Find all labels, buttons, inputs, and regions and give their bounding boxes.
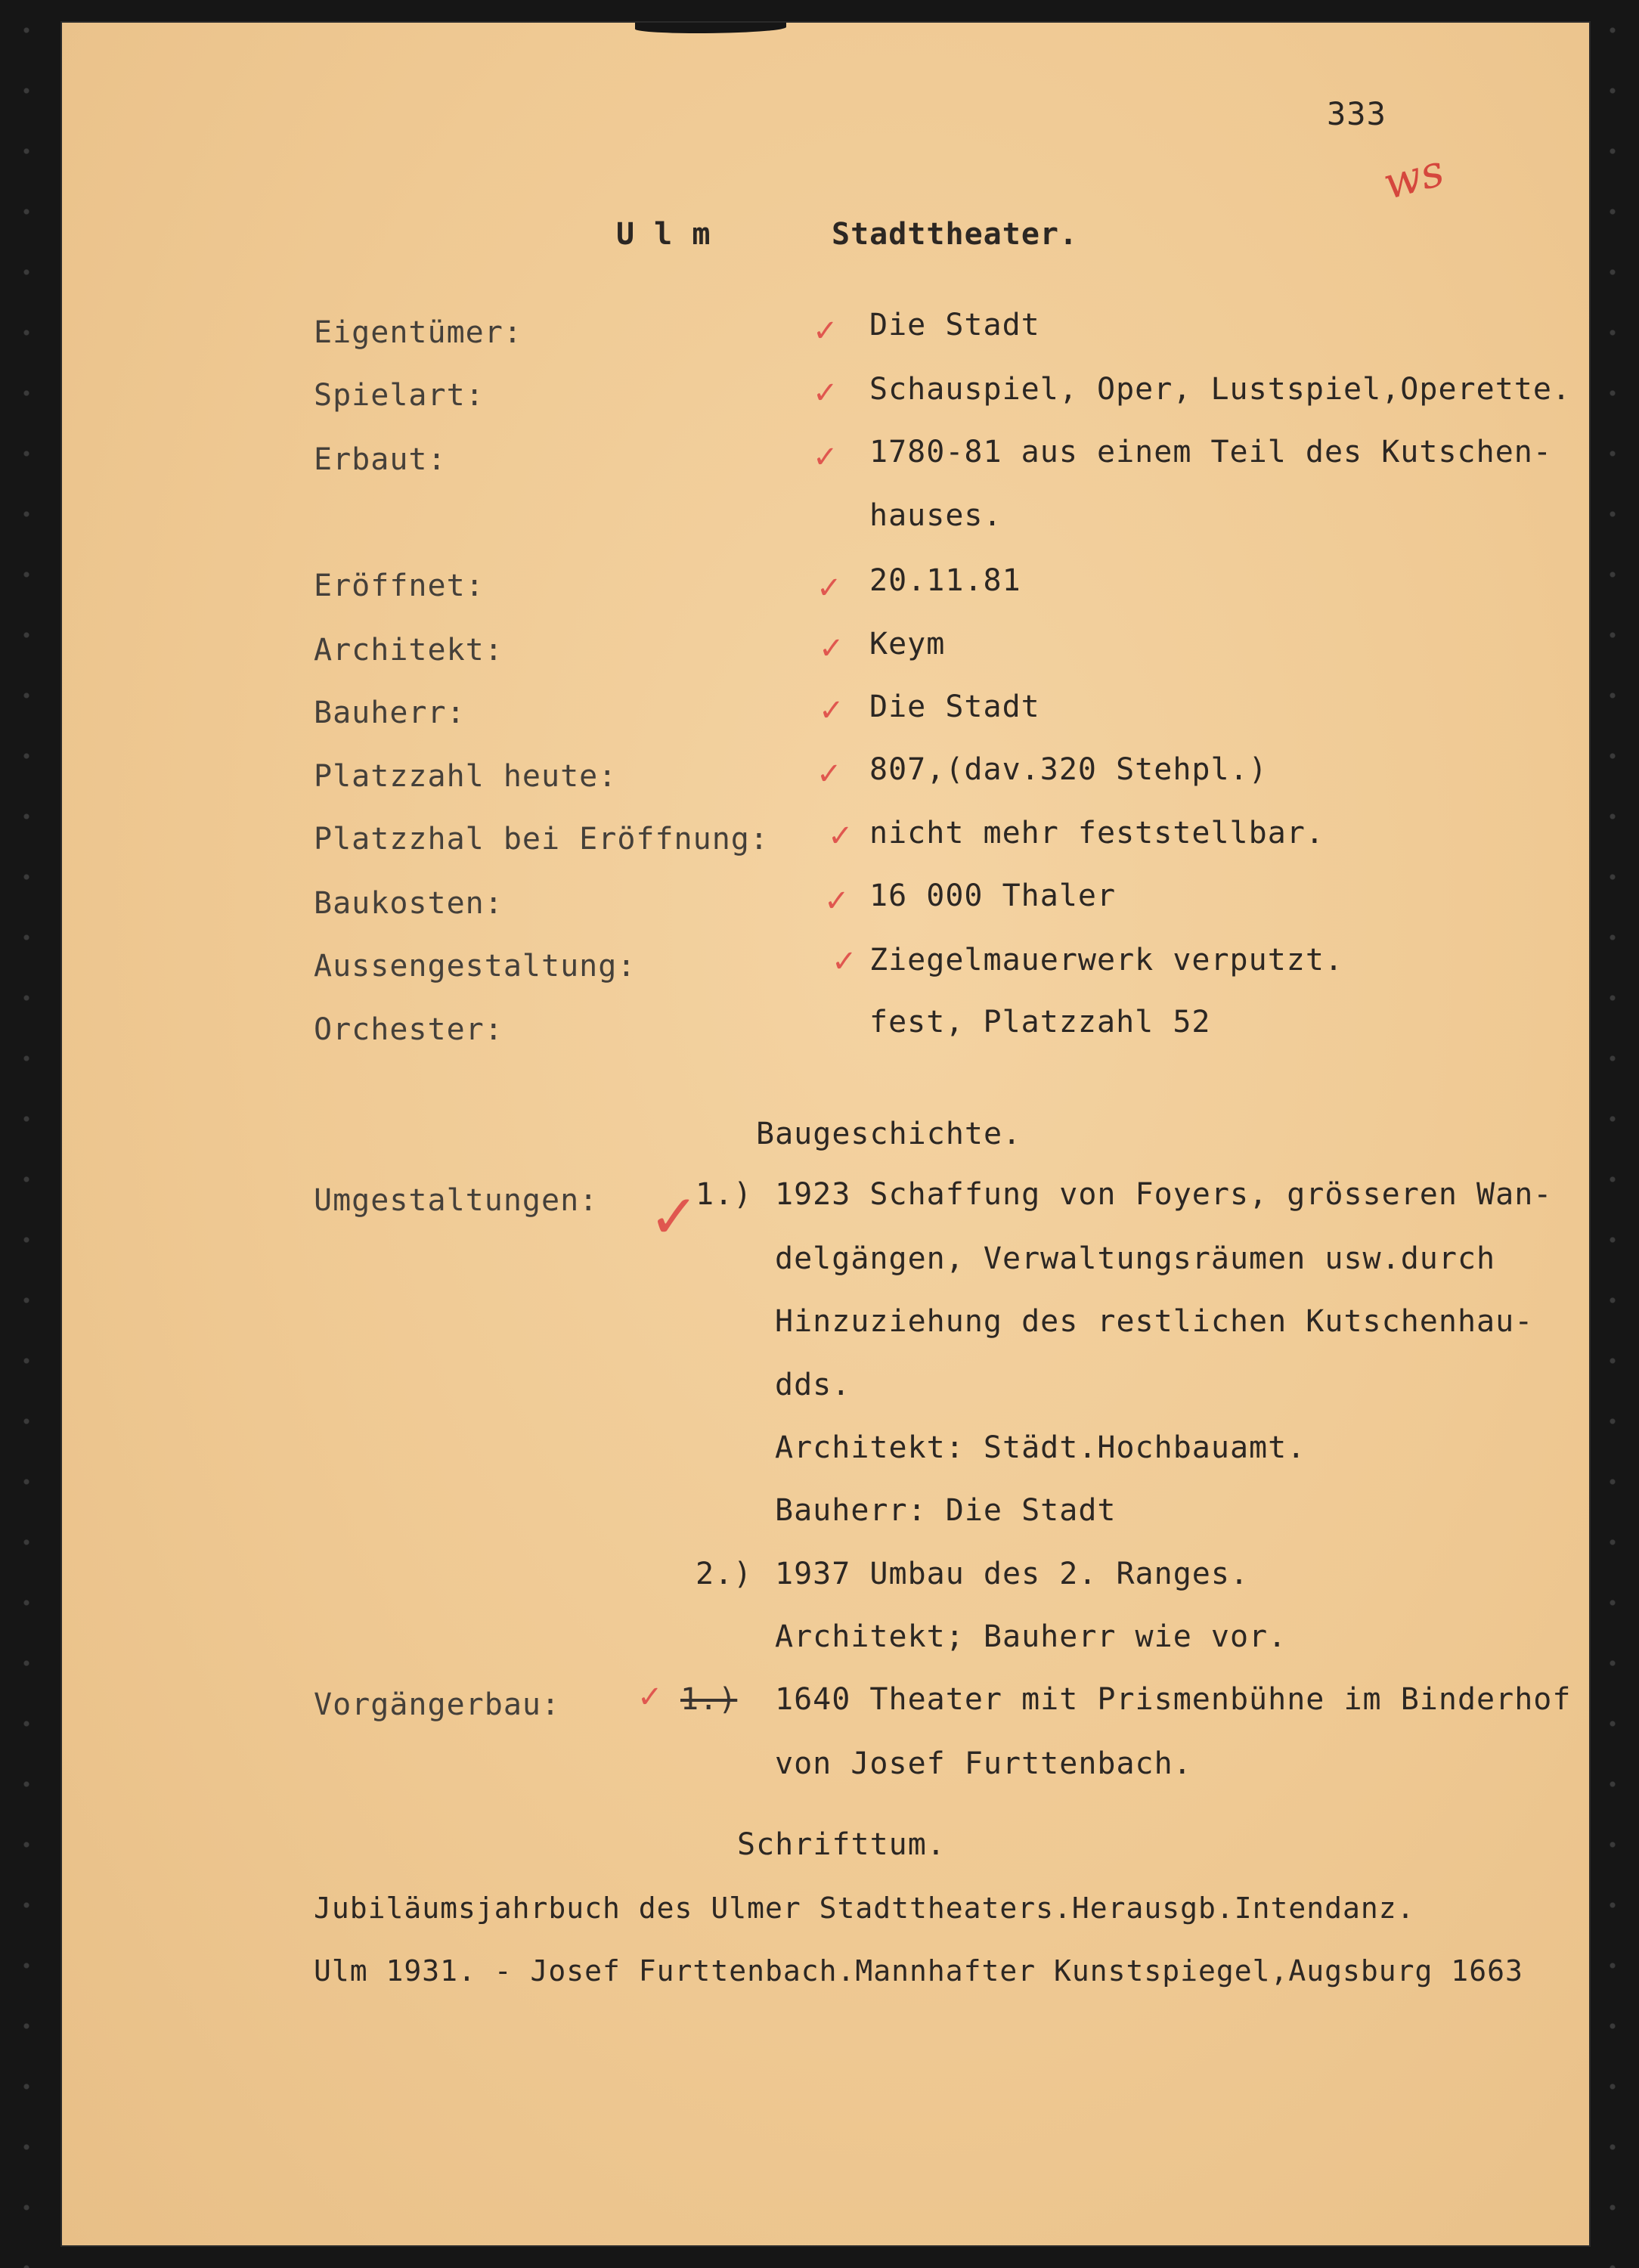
list-item-line: von Josef Furttenbach. [775, 1746, 1192, 1781]
check-mark-icon: ✓ [649, 1182, 700, 1252]
check-mark-icon: ✓ [816, 571, 842, 606]
field-value-continued: hauses. [869, 498, 1002, 533]
field-label: Orchester: [314, 1012, 503, 1047]
field-value: 807,(dav.320 Stehpl.) [869, 752, 1268, 787]
field-value: nicht mehr feststellbar. [869, 816, 1325, 850]
heading-city: U l m [616, 217, 711, 252]
field-label: Spielart: [314, 378, 485, 413]
field-label: Baukosten: [314, 886, 503, 921]
list-item-line: dds. [775, 1368, 851, 1402]
field-value: Die Stadt [869, 689, 1040, 724]
field-label: Platzzahl heute: [314, 759, 618, 794]
check-mark-icon: ✓ [819, 631, 844, 666]
bibliography-line: Ulm 1931. - Josef Furttenbach.Mannhafter Kunstspiegel,Augsburg 1663 [314, 1954, 1523, 1988]
field-label: Aussengestaltung: [314, 949, 637, 984]
heading-title: Stadttheater. [832, 217, 1079, 252]
scan-edge-right [1586, 0, 1639, 2268]
check-mark-icon: ✓ [813, 376, 838, 411]
list-item-line: 1640 Theater mit Prismenbühne im Binderhof [775, 1682, 1572, 1717]
list-item-line: 1937 Umbau des 2. Ranges. [775, 1557, 1250, 1591]
check-mark-icon: ✓ [824, 884, 850, 919]
scan-edge-left [0, 0, 53, 2268]
field-label: Eigentümer: [314, 315, 522, 350]
list-item-number: 2.) [696, 1557, 753, 1591]
field-value: Die Stadt [869, 308, 1040, 342]
field-value: Keym [869, 627, 946, 662]
field-value: 20.11.81 [869, 563, 1021, 598]
list-item-line: delgängen, Verwaltungsräumen usw.durch [775, 1241, 1496, 1276]
list-item-number: 1.) [696, 1177, 753, 1212]
field-label: Bauherr: [314, 696, 466, 730]
struck-list-number: 1.) [680, 1682, 738, 1717]
list-item-line: Architekt: Städt.Hochbauamt. [775, 1430, 1306, 1465]
field-value: Ziegelmauerwerk verputzt. [869, 943, 1344, 978]
check-mark-icon: ✓ [637, 1680, 663, 1715]
field-label: Platzzhal bei Eröffnung: [314, 822, 769, 857]
field-label: Architekt: [314, 633, 503, 668]
check-mark-icon: ✓ [816, 757, 842, 792]
handwritten-initials: ws [1377, 144, 1449, 210]
check-mark-icon: ✓ [813, 314, 838, 349]
list-item-line: Hinzuziehung des restlichen Kutschenhau- [775, 1304, 1534, 1339]
check-mark-icon: ✓ [832, 944, 857, 979]
field-label: Eröffnet: [314, 569, 485, 603]
page-number: 333 [1327, 95, 1386, 132]
field-value: 16 000 Thaler [869, 878, 1117, 913]
bibliography-line: Jubiläumsjahrbuch des Ulmer Stadttheaters.Herausgb.Intendanz. [314, 1892, 1415, 1925]
check-mark-icon: ✓ [813, 440, 838, 475]
label-vorgaengerbau: Vorgängerbau: [314, 1687, 561, 1722]
check-mark-icon: ✓ [819, 693, 844, 728]
section-heading-baugeschichte: Baugeschichte. [756, 1117, 1022, 1151]
check-mark-icon: ✓ [828, 819, 854, 854]
list-item-line: 1923 Schaffung von Foyers, grösseren Wan- [775, 1177, 1553, 1212]
field-value: fest, Platzzahl 52 [869, 1005, 1211, 1040]
list-item-line: Bauherr: Die Stadt [775, 1493, 1117, 1528]
field-label: Erbaut: [314, 442, 447, 477]
field-value: 1780-81 aus einem Teil des Kutschen- [869, 435, 1552, 469]
list-item-line: Architekt; Bauherr wie vor. [775, 1619, 1287, 1654]
field-value: Schauspiel, Oper, Lustspiel,Operette. [869, 372, 1572, 407]
label-umgestaltungen: Umgestaltungen: [314, 1183, 599, 1218]
section-heading-schrifttum: Schrifttum. [737, 1827, 946, 1862]
